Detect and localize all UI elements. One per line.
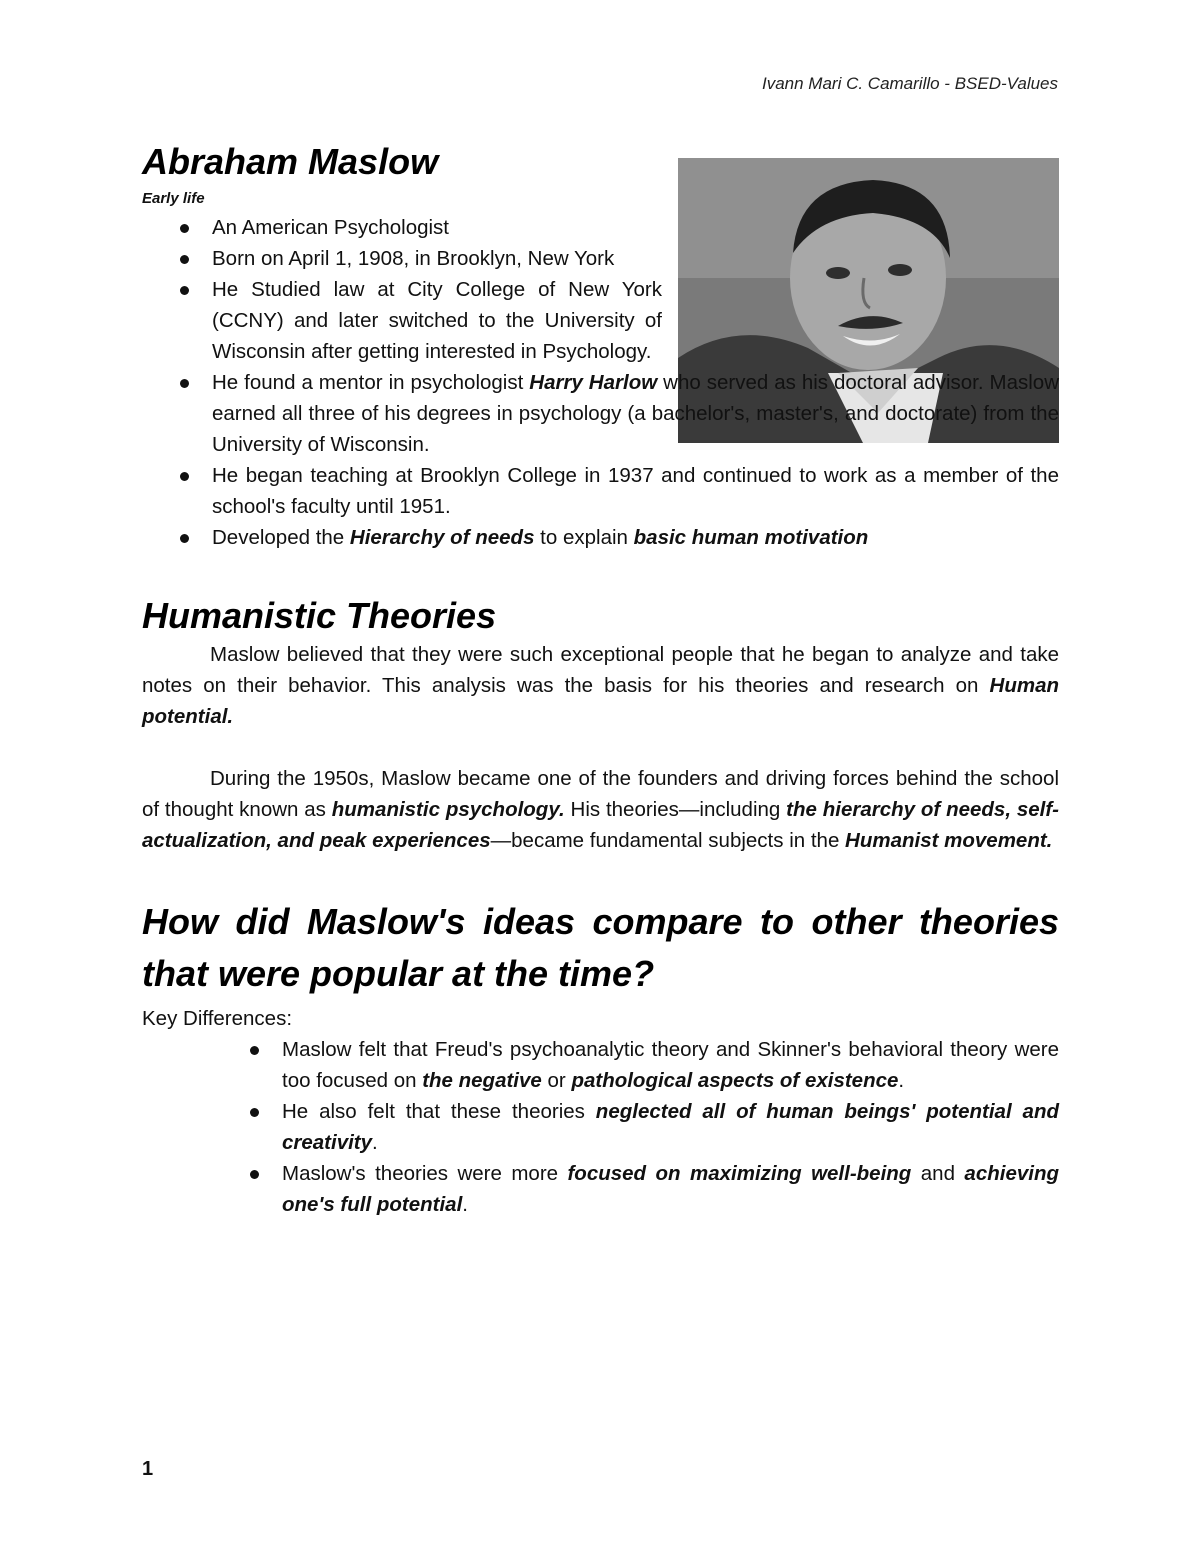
list-item: He began teaching at Brooklyn College in 1937 and continued to work as a member of the school's faculty until 1951. <box>142 460 1059 522</box>
key-differences-list <box>142 1034 1059 1220</box>
author-header: Ivann Mari C. Camarillo - BSED-Values <box>761 74 1058 93</box>
list-item: He also felt that these theories neglected all of human beings' potential and creativity. <box>212 1096 1059 1158</box>
humanistic-theories-heading: Humanistic Theories <box>142 595 497 636</box>
list-item: He Studied law at City College of New York (CCNY) and later switched to the University of Wisconsin after getting interested in Psychology. <box>142 274 662 367</box>
harlow-emphasis: Harry Harlow <box>529 371 658 394</box>
paragraph: Maslow believed that they were such exceptional people that he began to analyze and take notes on their behavior. This analysis was the basis for his theories and research on Human potential. <box>142 643 1059 728</box>
main-title: Abraham Maslow <box>142 141 439 182</box>
paragraph: During the 1950s, Maslow became one of the founders and driving forces behind the school of thought known as humanistic psychology. His theories—including the hierarchy of needs, self-actualization, and peak experiences—became fundamental subjects in the Humanist movement. <box>142 767 1060 852</box>
list-item: An American Psychologist <box>142 212 662 243</box>
key-differences-label: Key Differences: <box>142 1007 293 1030</box>
list-item: Developed the Hierarchy of needs to explain basic human motivation <box>142 522 1059 553</box>
comparison-heading: How did Maslow's ideas compare to other theories that were popular at the time? <box>142 901 1059 994</box>
list-item: Maslow's theories were more focused on maximizing well-being and achieving one's full potential. <box>212 1158 1059 1220</box>
page-number: 1 <box>142 1458 154 1480</box>
list-item: Maslow felt that Freud's psychoanalytic theory and Skinner's behavioral theory were too focused on the negative or pathological aspects of existence. <box>212 1034 1059 1096</box>
list-item: Born on April 1, 1908, in Brooklyn, New York <box>142 243 662 274</box>
document-content <box>142 138 1059 1220</box>
list-item: He found a mentor in psychologist Harry Harlow who served as his doctoral advisor. Maslow earned all three of his degrees in psychology (a bachelor's, master's, and doctorate) from the University of Wisconsin. <box>142 367 1059 460</box>
early-life-subheading: Early life <box>142 190 205 207</box>
